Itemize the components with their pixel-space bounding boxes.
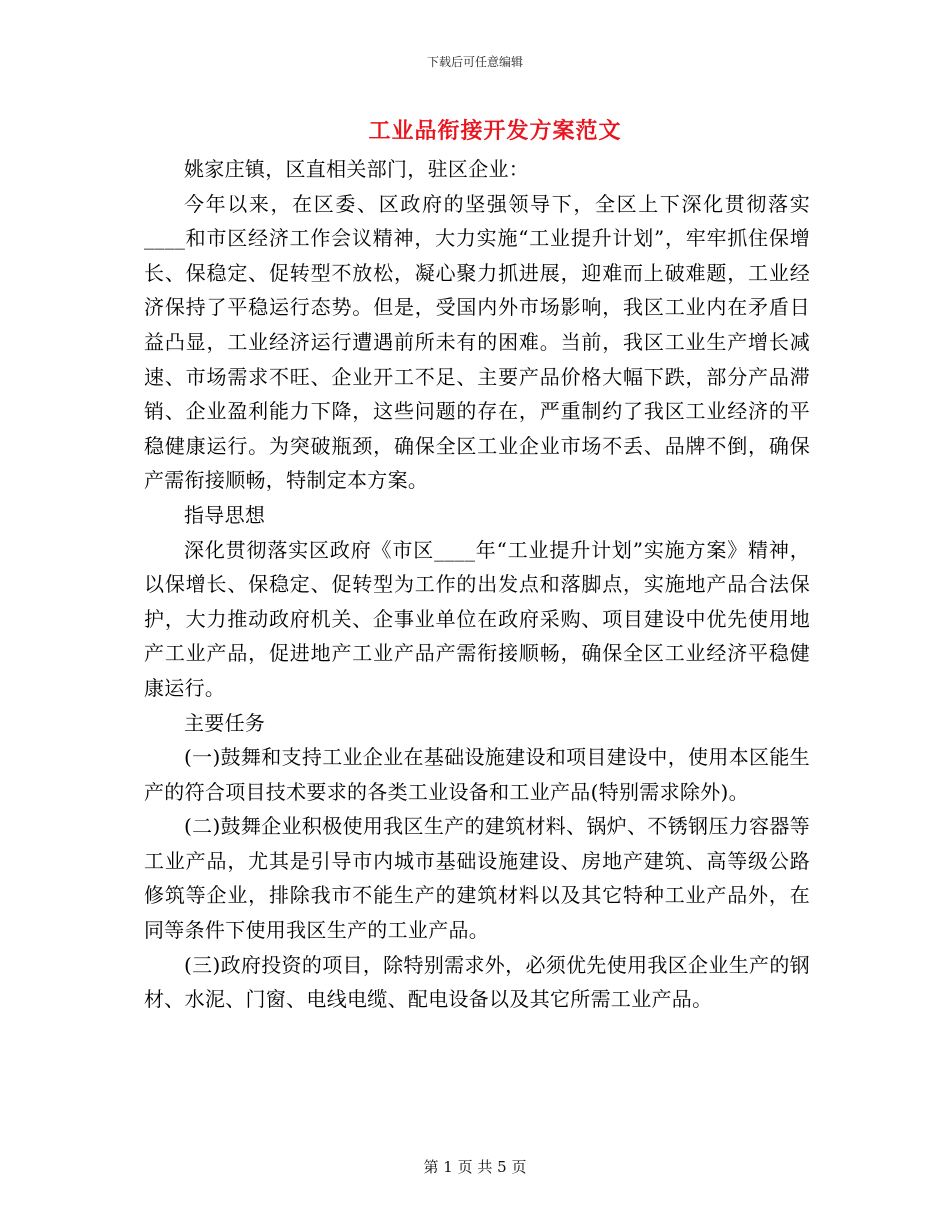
document-title: 工业品衔接开发方案范文 [368,118,622,144]
section-heading-guiding-thought: 指导思想 [184,502,266,527]
paragraph-task-2: (二)鼓舞企业积极使用我区生产的建筑材料、锅炉、不锈钢压力容器等工业产品，尤其是引导市内城市基础设施建设、房地产建筑、高等级公路修筑等企业，排除我市不能生产的建筑材料以及其它特种工业产品外，在同等条件下使用我区生产的工业产品。 [144,814,810,943]
document-body [144,152,810,1017]
page-number-footer: 第 1 页 共 5 页 [423,1158,527,1176]
paragraph-task-1: (一)鼓舞和支持工业企业在基础设施建设和项目建设中，使用本区能生产的符合项目技术要求的各类工业设备和工业产品(特别需求除外)。 [144,745,810,804]
paragraph-guiding-thought: 深化贯彻落实区政府《市区____年“工业提升计划”实施方案》精神，以保增长、保稳定、促转型为工作的出发点和落脚点，实施地产品合法保护，大力推动政府机关、企事业单位在政府采购、项目建设中优先使用地产工业产品，促进地产工业产品产需衔接顺畅，确保全区工业经济平稳健康运行。 [144,537,810,700]
section-heading-main-tasks: 主要任务 [184,710,266,735]
paragraph-salutation: 姚家庄镇，区直相关部门，驻区企业： [184,157,530,181]
paragraph-background: 今年以来，在区委、区政府的坚强领导下，全区上下深化贯彻落实____和市区经济工作会议精神，大力实施“工业提升计划”，牢牢抓住保增长、保稳定、促转型不放松，凝心聚力抓进展，迎难而上破难题，工业经济保持了平稳运行态势。但是，受国内外市场影响，我区工业内在矛盾日益凸显，工业经济运行遭遇前所未有的困难。当前，我区工业生产增长减速、市场需求不旺、企业开工不足、主要产品价格大幅下跌，部分产品滞销、企业盈利能力下降，这些问题的存在，严重制约了我区工业经济的平稳健康运行。为突破瓶颈，确保全区工业企业市场不丢、品牌不倒，确保产需衔接顺畅，特制定本方案。 [144,191,810,493]
paragraph-task-3: (三)政府投资的项目，除特别需求外，必须优先使用我区企业生产的钢材、水泥、门窗、电线电缆、配电设备以及其它所需工业产品。 [144,952,810,1012]
page-header-note: 下载后可任意编辑 [426,55,523,69]
